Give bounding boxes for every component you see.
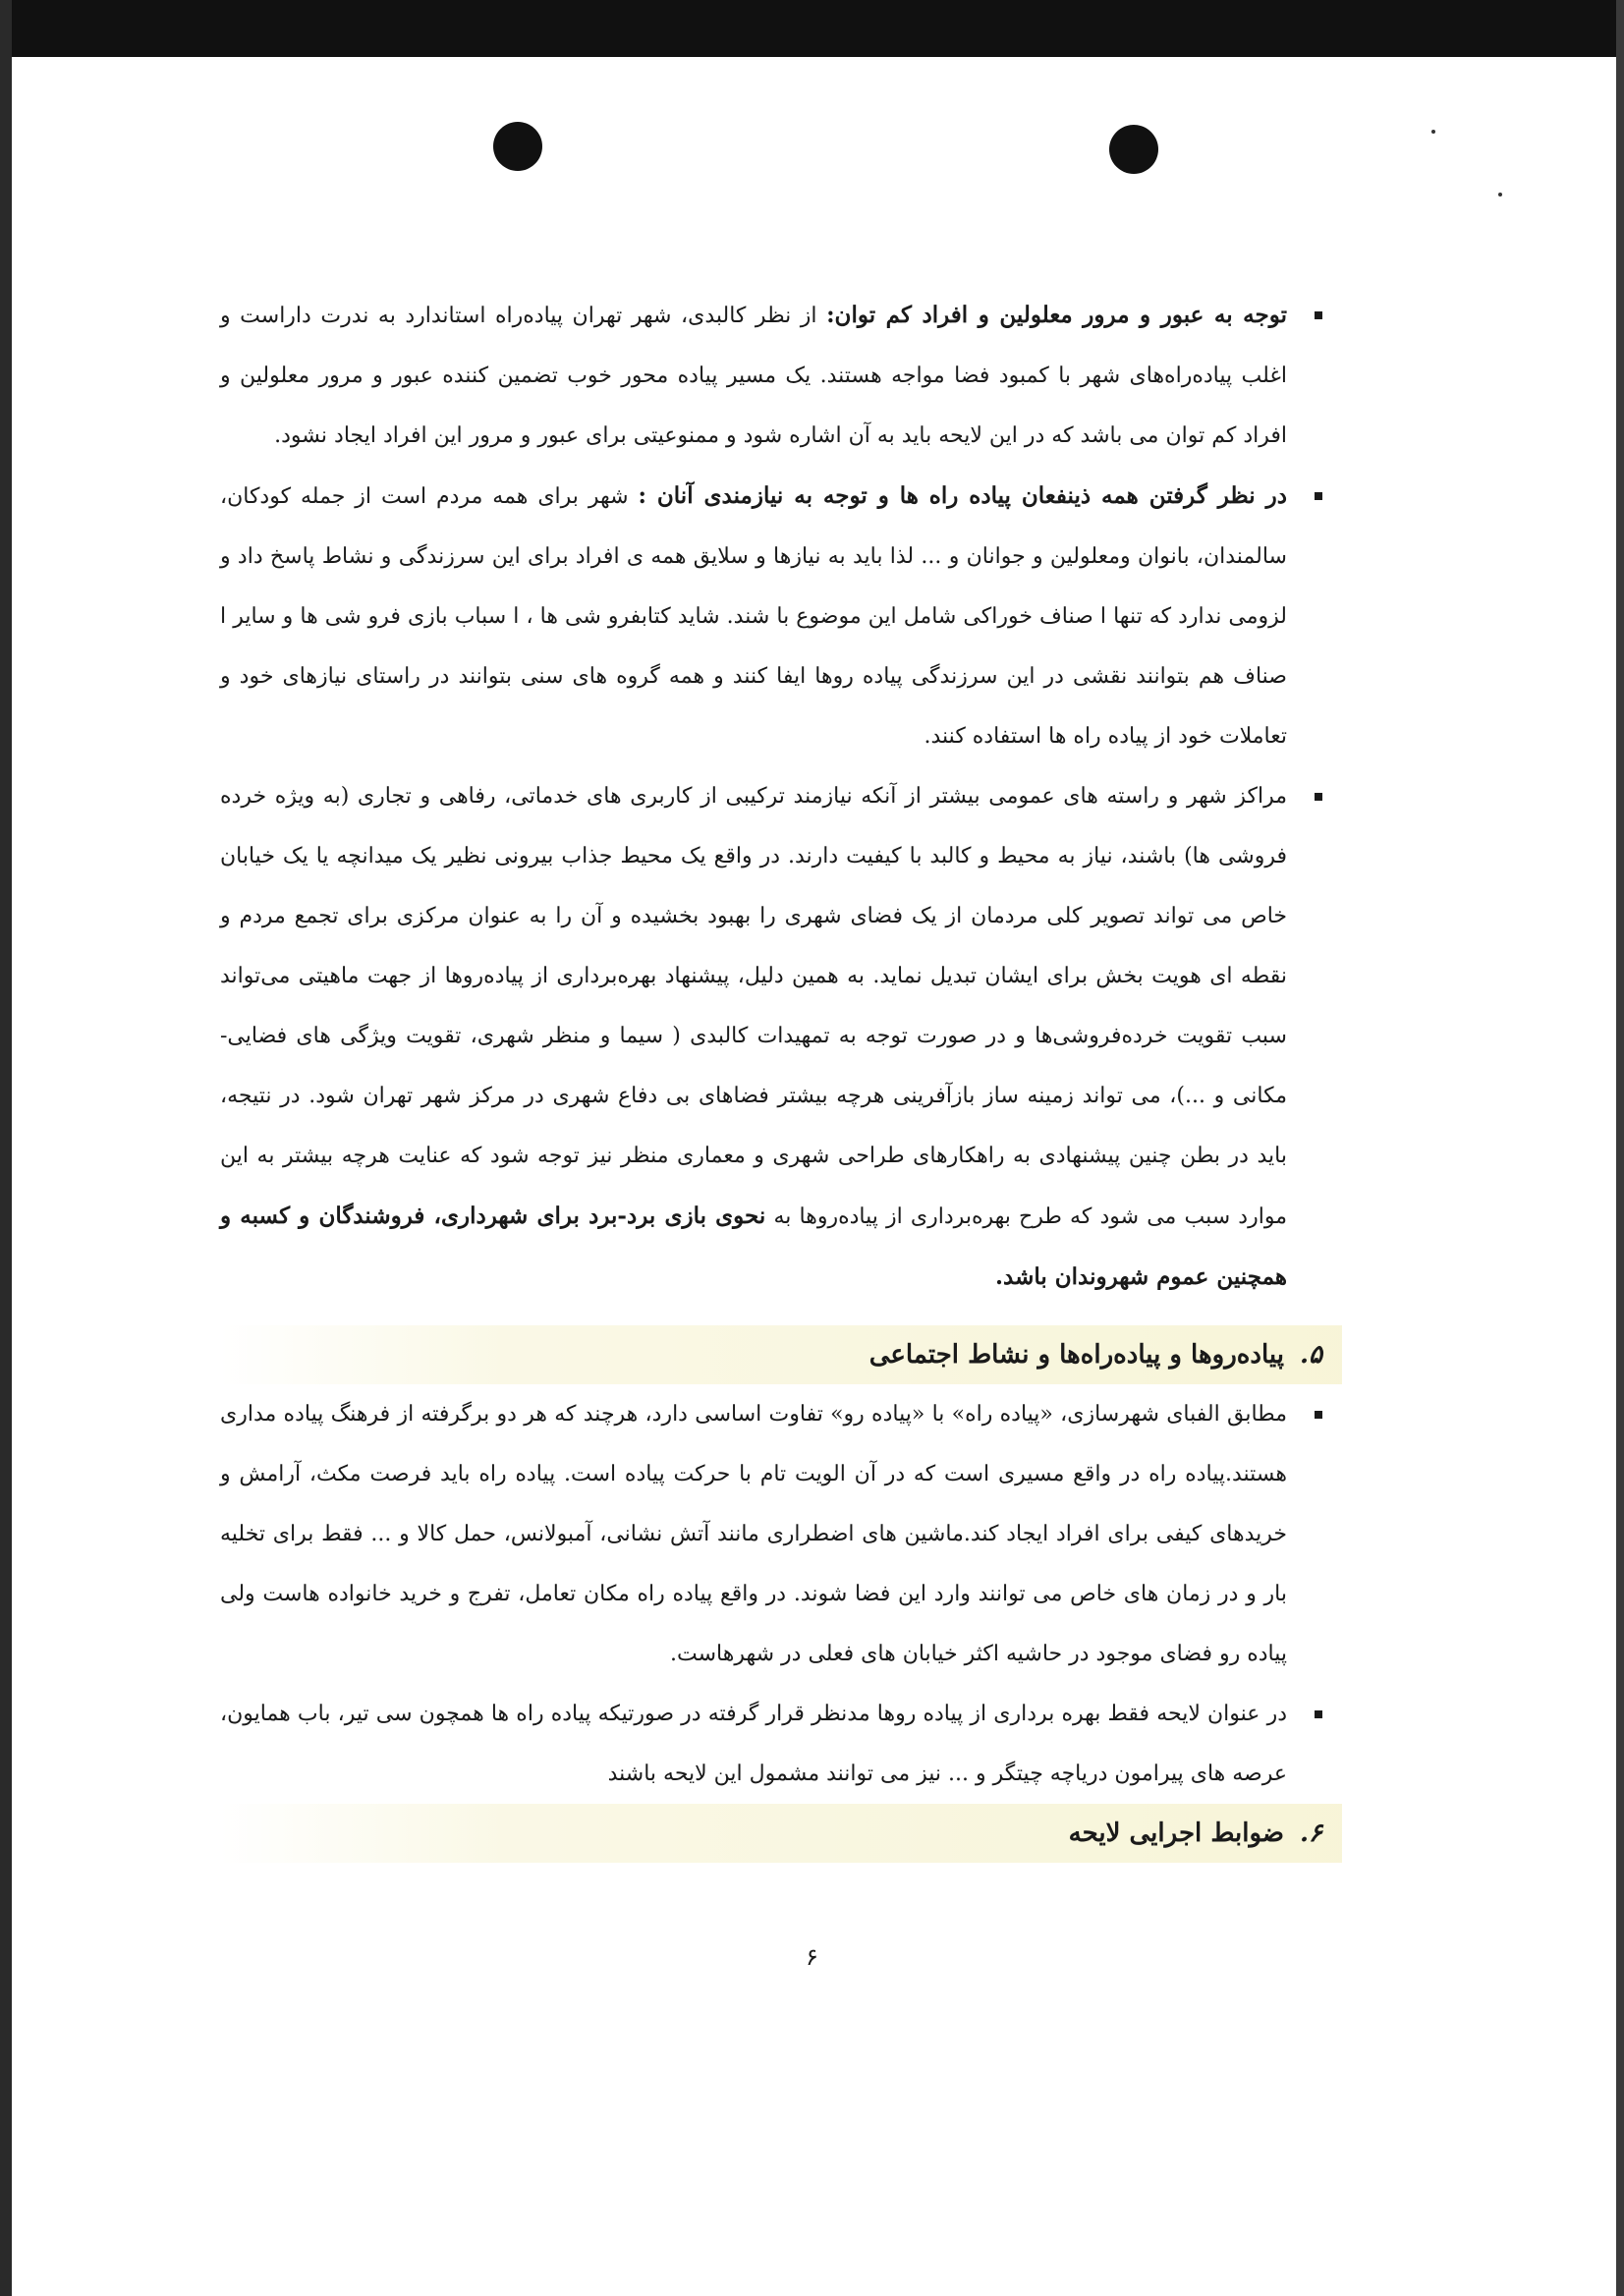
- paragraph-lead: توجه به عبور و مرور معلولین و افراد کم توان:: [826, 302, 1288, 328]
- bullet-marker: [1315, 1710, 1322, 1718]
- section-number: ۶.: [1299, 1819, 1322, 1848]
- paragraph-text: مطابق الفبای شهرسازی، «پیاده راه» با «پیاده رو» تفاوت اساسی دارد، هرچند که هر دو برگرفته از فرهنگ پیاده مداری هستند.پیاده راه در واقع مسیری است که در آن الویت تام با حرکت پیاده است. پیاده راه باید فرصت مکث، آرامش و خریدهای کیفی برای افراد ایجاد کند.ماشین های اضطراری مانند آتش نشانی، آمبولانس، حمل کالا و ... فقط برای تخلیه بار و در زمان های خاص می توانند وارد این فضا شوند. در واقع پیاده راه مکان تعامل، تفرج و خرید خانواده هاست ولی پیاده رو فضای موجود در حاشیه اکثر خیابان های فعلی در شهرهاست.: [220, 1402, 1287, 1666]
- bullet-paragraph-accessibility: [220, 285, 1322, 466]
- paragraph-bold-tail: نحوی بازی برد-برد برای شهرداری، فروشندگان و کسبه و همچنین عموم شهروندان باشد.: [220, 1203, 1287, 1290]
- punch-hole-right: [1109, 125, 1158, 174]
- scan-speck: [1498, 193, 1502, 196]
- bullet-marker: [1315, 793, 1322, 801]
- paragraph-text: از نظر کالبدی، شهر تهران پیاده‌راه استاندارد به ندرت داراست و اغلب پیاده‌راه‌های شهر با کمبود فضا مواجه هستند. یک مسیر پیاده محور خوب تضمین کننده عبور و مرور معلولین و افراد کم توان می باشد که در این لایحه باید به آن اشاره شود و ممنوعیتی برای عبور و مرور این افراد ایجاد نشود.: [220, 304, 1287, 448]
- page-number: ۶: [806, 1943, 818, 1971]
- section-heading-6: [220, 1804, 1342, 1863]
- bullet-paragraph-city-centers: [220, 766, 1322, 1308]
- bullet-marker: [1315, 311, 1322, 319]
- paragraph-text: در عنوان لایحه فقط بهره برداری از پیاده روها مدنظر قرار گرفته در صورتیکه پیاده راه ها همچون سی تیر، باب همایون، عرصه های پیرامون دریاچه چیتگر و ... نیز می توانند مشمول این لایحه باشند: [220, 1702, 1287, 1786]
- document-body: [220, 285, 1322, 1863]
- bullet-paragraph-pedestrian-definition: [220, 1384, 1322, 1684]
- punch-hole-left: [493, 122, 542, 171]
- paragraph-text: شهر برای همه مردم است از جمله کودکان، سالمندان، بانوان ومعلولین و جوانان و ... لذا باید به نیازها و سلایق همه ی افراد برای این سرزندگی و نشاط پاسخ داد و لزومی ندارد که تنها ا صناف خوراکی شامل این موضوع با شند. شاید کتابفرو شی ها ، ا سباب بازی فرو شی ها و سایر ا صناف هم بتوانند نقشی در این سرزندگی پیاده روها ایفا کنند و همه گروه های سنی بتوانند در راستای نیازهای خود و تعاملات خود از پیاده راه ها استفاده کنند.: [220, 484, 1287, 749]
- paragraph-text: مراکز شهر و راسته های عمومی بیشتر از آنکه نیازمند ترکیبی از کاربری های خدماتی، رفاهی و تجاری (به ویژه خرده فروشی ها) باشند، نیاز به محیط و کالبد با کیفیت دارند. در واقع یک محیط جذاب بیرونی نظیر یک میدانچه یا یک خیابان خاص می تواند تصویر کلی مردمان از یک فضای شهری را بهبود بخشیده و آن را به عنوان مرکزی برای تجمع مردم و نقطه ای هویت بخش برای ایشان تبدیل نماید. به همین دلیل، پیشنهاد بهره‌برداری از پیاده‌روها از جهت ماهیتی می‌تواند سبب تقویت خرده‌فروشی‌ها و در صورت توجه به تمهیدات کالبدی ( سیما و منظر شهری، تقویت ویژگی های فضایی-مکانی و ...)، می تواند زمینه ساز بازآفرینی هرچه بیشتر فضاهای بی دفاع شهری در مرکز شهر تهران شود. در نتیجه، باید در بطن چنین پیشنهادی به راهکارهای طراحی شهری و معماری منظر نیز توجه شود که عنایت هرچه بیشتر به این موارد سبب می شود که طرح بهره‌برداری از پیاده‌روها به: [220, 784, 1287, 1229]
- bullet-paragraph-stakeholders: [220, 466, 1322, 766]
- bullet-marker: [1315, 492, 1322, 500]
- paragraph-lead: در نظر گرفتن همه ذینفعان پیاده راه ها و توجه به نیازمندی آنان :: [638, 482, 1287, 509]
- section-title: ضوابط اجرایی لایحه: [1068, 1819, 1284, 1848]
- scan-border-top: [0, 0, 1624, 57]
- spacer: [220, 1308, 1322, 1325]
- bullet-marker: [1315, 1411, 1322, 1419]
- bullet-paragraph-bill-title: [220, 1684, 1322, 1804]
- scan-speck: [1431, 130, 1435, 134]
- section-title: پیاده‌روها و پیاده‌راه‌ها و نشاط اجتماعی: [868, 1340, 1284, 1370]
- section-number: ۵.: [1299, 1340, 1322, 1370]
- section-heading-5: [220, 1325, 1342, 1384]
